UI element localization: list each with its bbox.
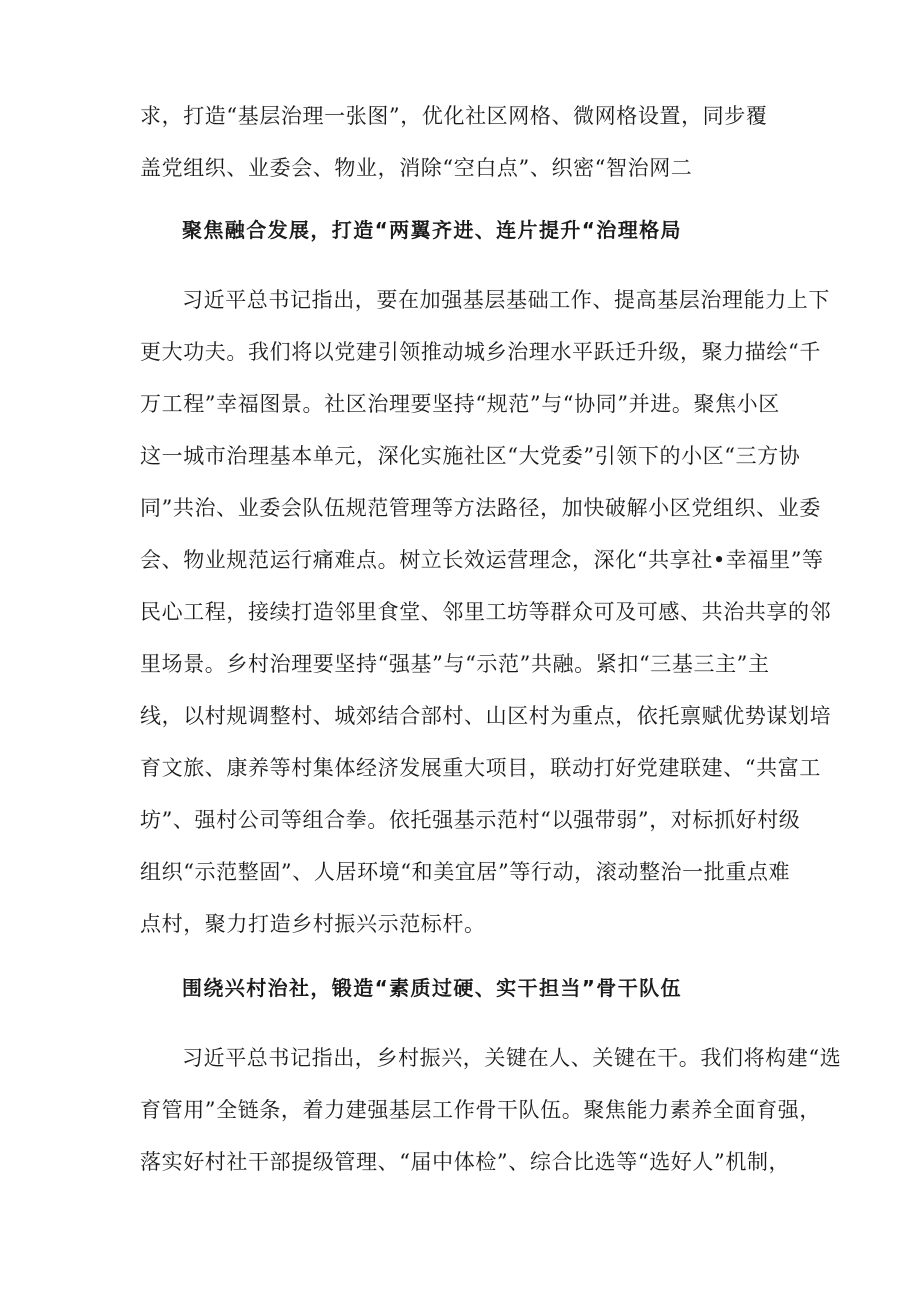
paragraph-line: 习近平总书记指出，要在加强基层基础工作、提高基层治理能力上下 xyxy=(182,288,830,312)
paragraph-line: 盖党组织、业委会、物业，消除“空白点”、织密“智治网二 xyxy=(140,156,693,180)
paragraph-line: 点村，聚力打造乡村振兴示范标杆。 xyxy=(140,912,486,936)
paragraph-line: 坊”、强村公司等组合拳。依托强基示范村“以强带弱”，对标抓好村级 xyxy=(140,808,801,832)
paragraph-line: 更大功夫。我们将以党建引领推动城乡治理水平跃迁升级，聚力描绘“千 xyxy=(140,340,821,364)
paragraph-line: 落实好村社干部提级管理、“届中体检”、综合比选等“选好人”机制， xyxy=(140,1150,791,1174)
paragraph-line: 求，打造“基层治理一张图”，优化社区网格、微网格设置，同步覆 xyxy=(140,104,768,128)
paragraph-line: 会、物业规范运行痛难点。树立长效运营理念，深化“共享社•幸福里”等 xyxy=(140,548,824,572)
section-heading: 聚焦融合发展，打造“两翼齐进、连片提升“治理格局 xyxy=(182,218,682,242)
paragraph-line: 民心工程，接续打造邻里食堂、邻里工坊等群众可及可感、共治共享的邻 xyxy=(140,600,832,624)
paragraph-line: 里场景。乡村治理要坚持“强基”与“示范”共融。紧扣“三基三主”主 xyxy=(140,652,770,676)
paragraph-line: 育文旅、康养等村集体经济发展重大项目，联动打好党建联建、“共富工 xyxy=(140,756,821,780)
paragraph-line: 组织“示范整固”、人居环境“和美宜居”等行动，滚动整治一批重点难 xyxy=(140,860,791,884)
paragraph-line: 线，以村规调整村、城郊结合部村、山区村为重点，依托禀赋优势谋划培 xyxy=(140,704,832,728)
paragraph-line: 育管用”全链条，着力建强基层工作骨干队伍。聚焦能力素养全面育强， xyxy=(140,1098,821,1122)
paragraph-line: 万工程”幸福图景。社区治理要坚持“规范”与“协同”并进。聚焦小区 xyxy=(140,392,780,416)
paragraph-line: 习近平总书记指出，乡村振兴，关键在人、关键在干。我们将构建“选 xyxy=(182,1046,842,1070)
paragraph-line: 这一城市治理基本单元，深化实施社区“大党委”引领下的小区“三方协 xyxy=(140,444,801,468)
paragraph-line: 同”共治、业委会队伍规范管理等方法路径，加快破解小区党组织、业委 xyxy=(140,496,821,520)
section-heading: 围绕兴村治社，锻造“素质过硬、实干担当”骨干队伍 xyxy=(182,976,682,1000)
